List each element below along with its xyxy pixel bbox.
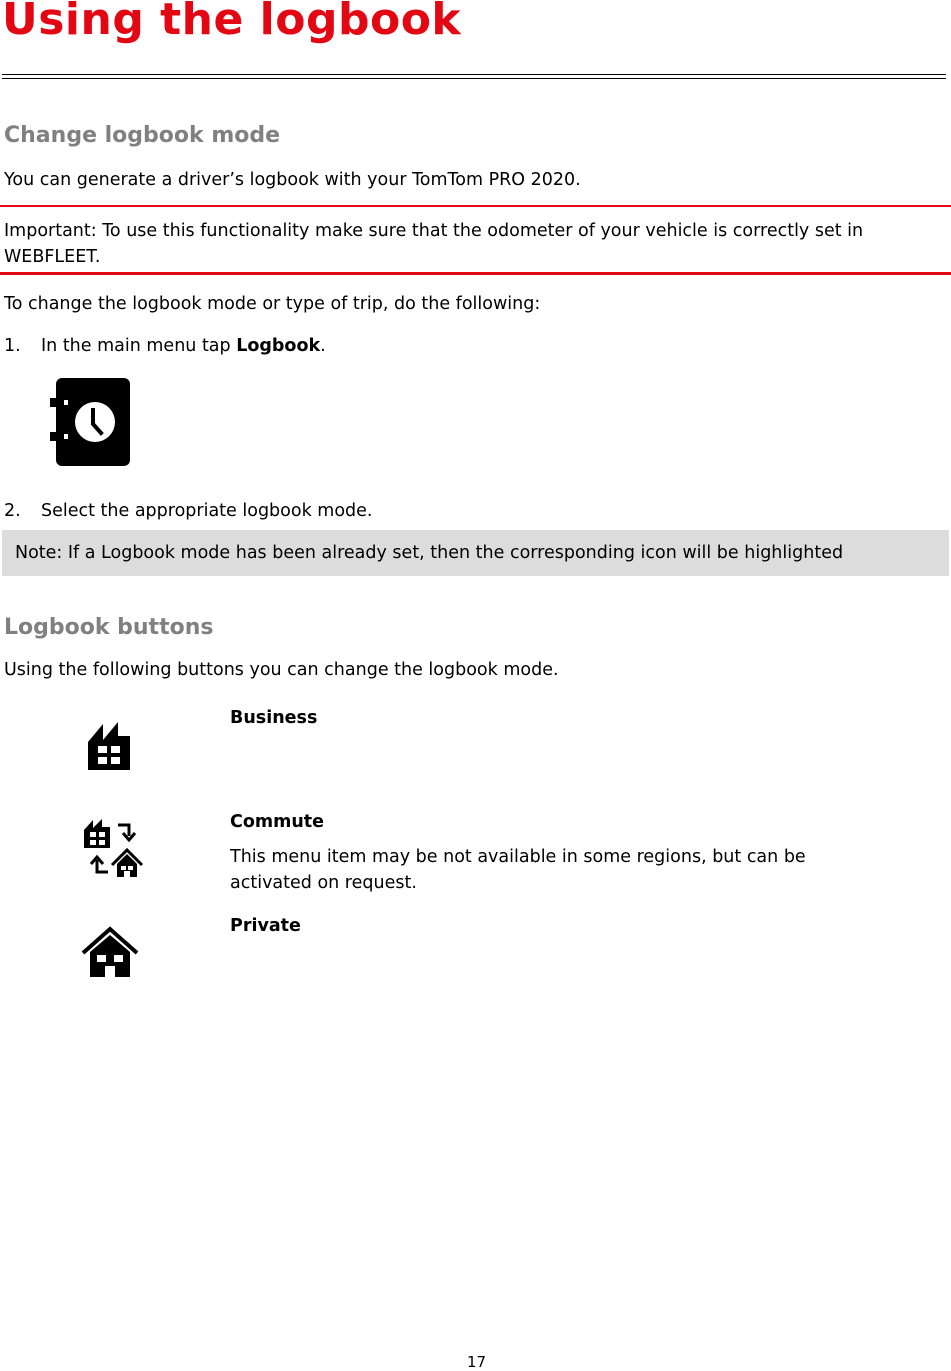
step-1-end: . <box>320 336 326 356</box>
note-callout <box>2 530 949 576</box>
step-1-text <box>41 333 326 359</box>
page-number: 17 <box>467 1353 487 1371</box>
step-1-bold: Logbook <box>236 336 321 356</box>
house-icon <box>80 926 140 978</box>
buttons-intro-text: Using the following buttons you can change the logbook mode. <box>4 660 559 680</box>
note-text: Note: If a Logbook mode has been already set, then the corresponding icon will be highlighted <box>15 543 844 563</box>
logbook-icon <box>50 378 132 466</box>
factory-icon <box>86 718 132 770</box>
step-2-text: Select the appropriate logbook mode. <box>41 501 373 521</box>
title-divider <box>2 74 946 79</box>
commute-label: Commute <box>230 812 325 832</box>
commute-description-line-2: activated on request. <box>230 873 417 893</box>
page-title: Using the logbook <box>2 0 462 45</box>
important-callout <box>0 205 951 275</box>
commute-icon <box>82 818 144 878</box>
intro-text: You can generate a driver’s logbook with your TomTom PRO 2020. <box>4 170 581 190</box>
section-heading-logbook-buttons: Logbook buttons <box>4 615 214 640</box>
instructions-text: To change the logbook mode or type of trip, do the following: <box>4 294 541 314</box>
business-label: Business <box>230 708 318 728</box>
section-heading-change-mode: Change logbook mode <box>4 123 281 148</box>
step-2-number: 2. <box>4 501 21 521</box>
step-1-number: 1. <box>4 336 21 356</box>
important-line-2: WEBFLEET. <box>4 247 101 267</box>
important-text <box>4 218 944 270</box>
commute-description-line-1: This menu item may be not available in some regions, but can be <box>230 847 806 867</box>
private-label: Private <box>230 916 301 936</box>
important-line-1: Important: To use this functionality make sure that the odometer of your vehicle is correctly set in <box>4 221 864 241</box>
step-1-label: In the main menu tap <box>41 336 237 356</box>
